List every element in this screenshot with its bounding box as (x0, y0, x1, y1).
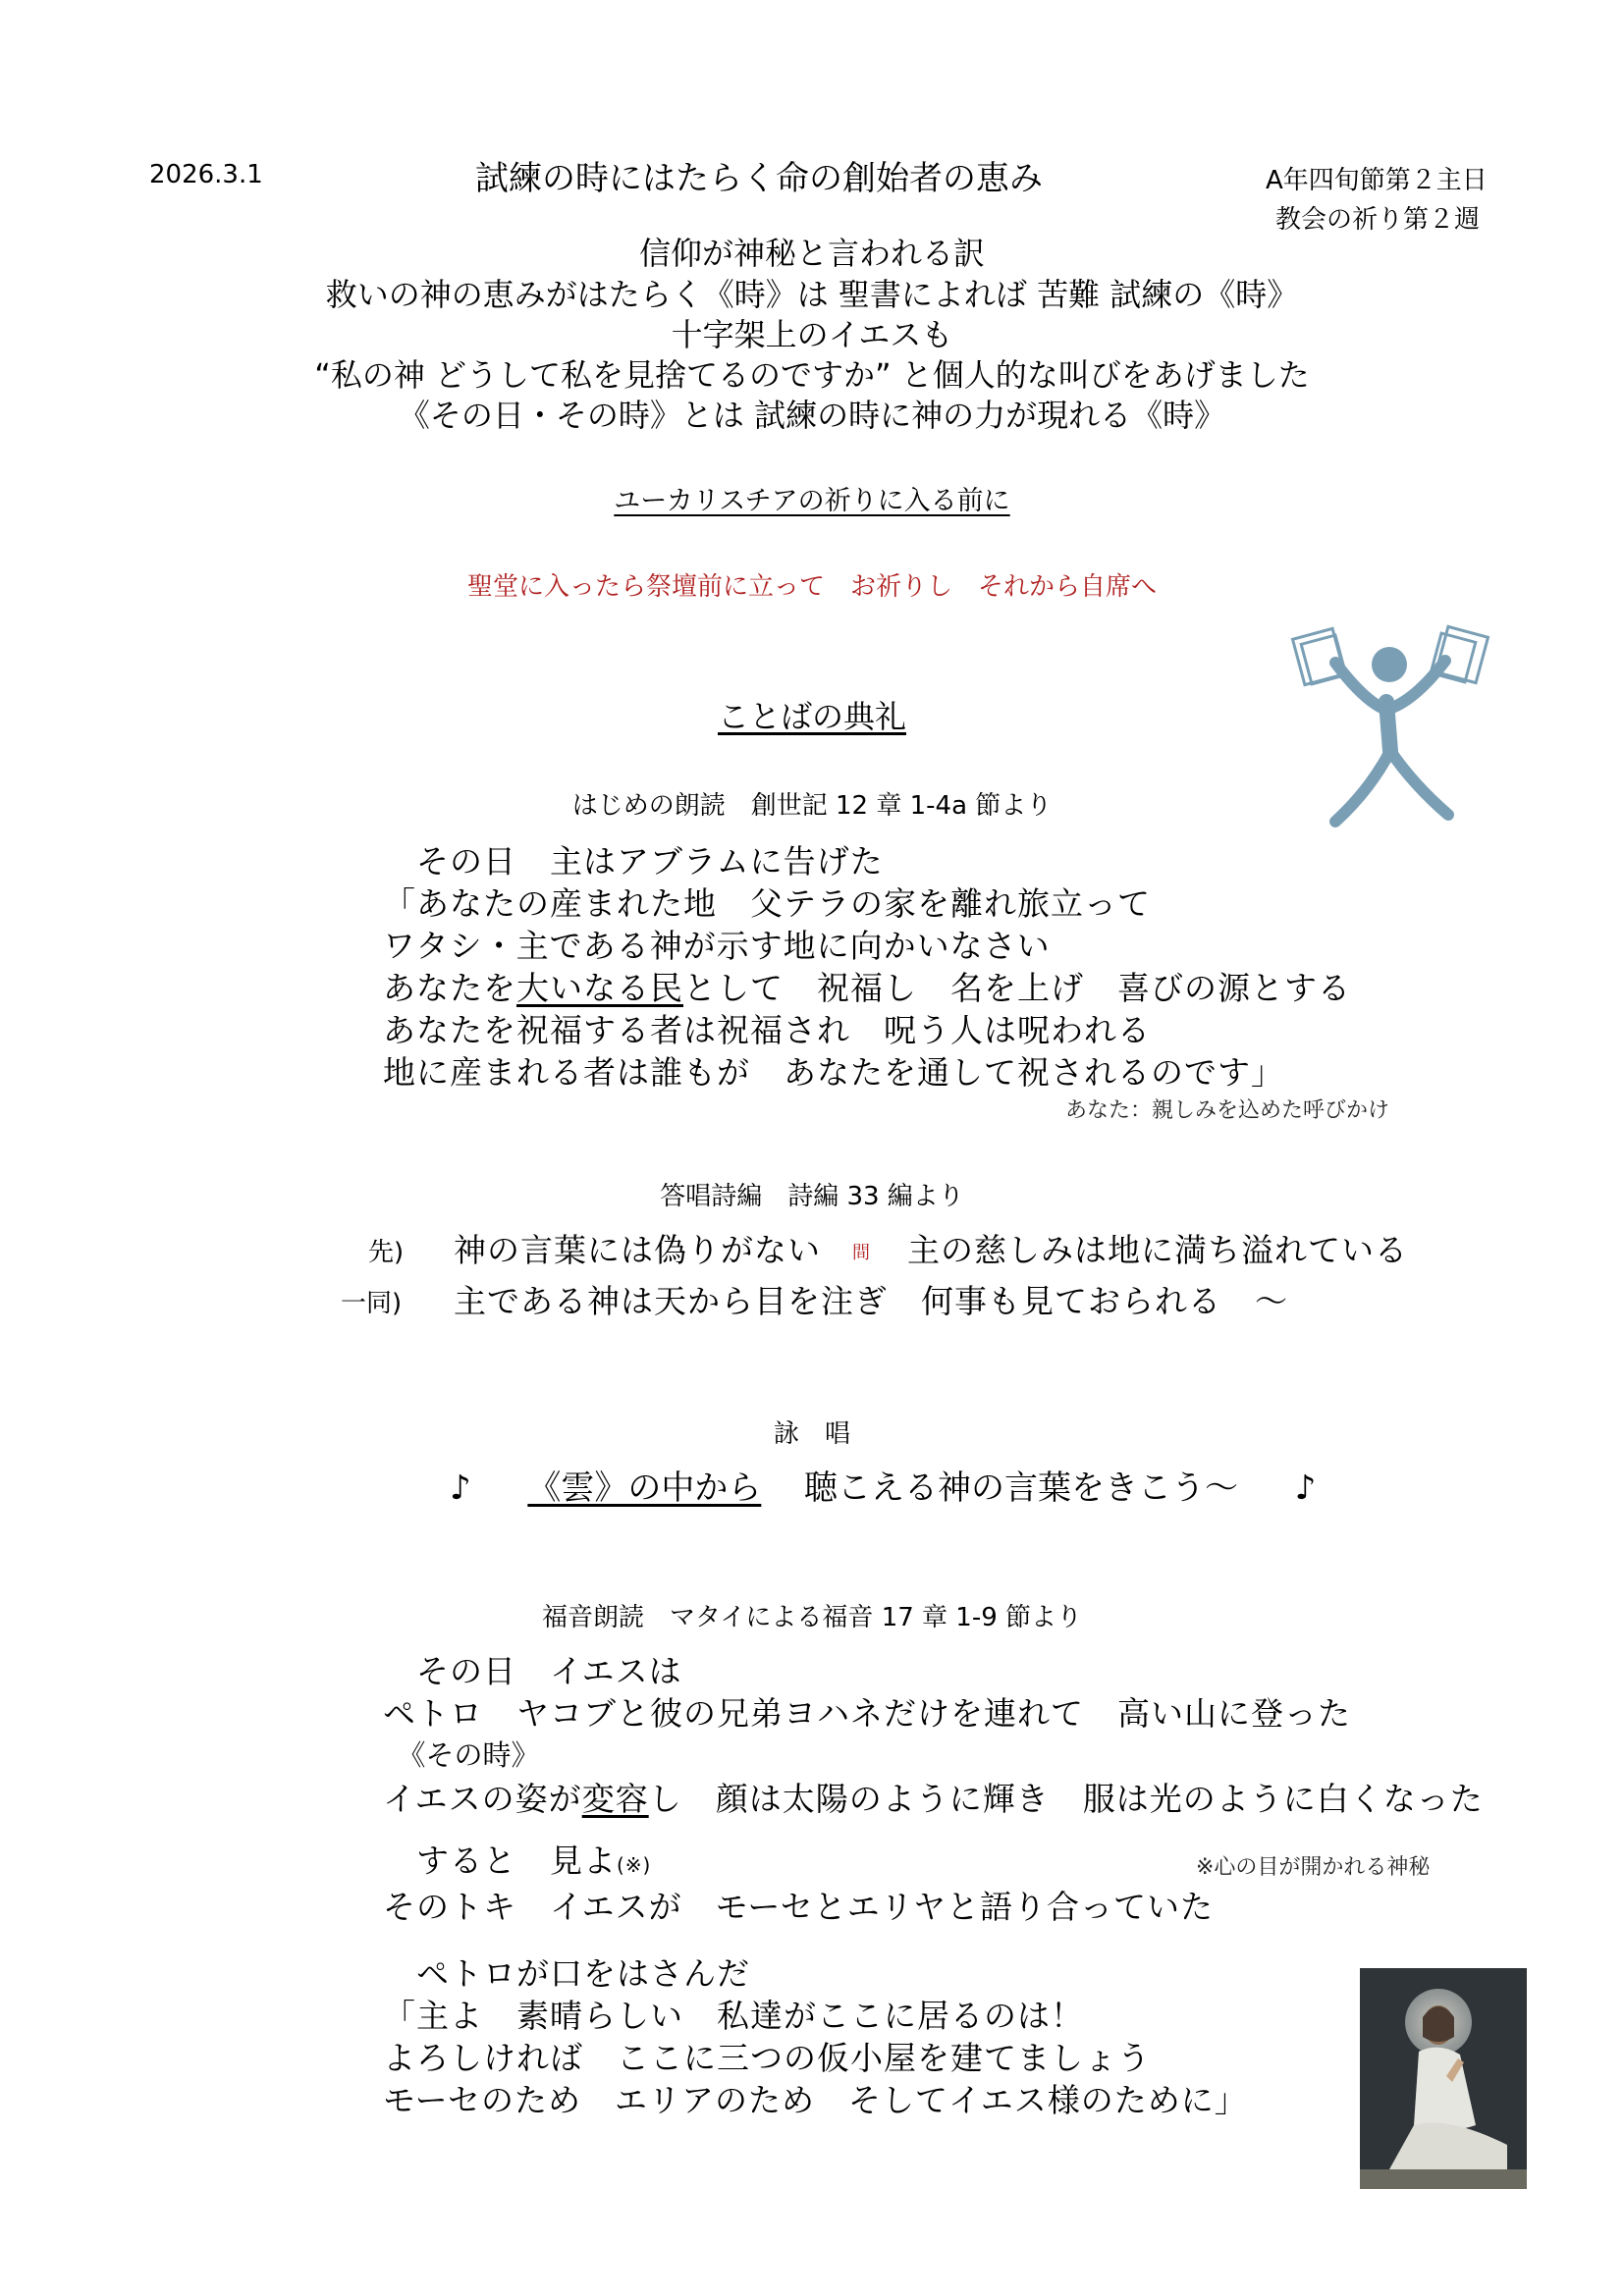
psalm-leader-text: 神の言葉には偽りがない (454, 1231, 821, 1269)
music-note-icon: ♪ (1294, 1468, 1317, 1508)
gospel-heading: 福音朗読 マタイによる福音 17 章 1-9 節より (541, 1603, 1083, 1632)
psalm-heading: 答唱詩編 詩編 33 編より (660, 1182, 964, 1211)
acclamation-heading: 詠 唱 (773, 1419, 850, 1449)
gospel-footnote: ※心の目が開かれる神秘 (1196, 1855, 1431, 1880)
psalm-leader-text-2: 主の慈しみは地に満ち溢れている (907, 1231, 1408, 1269)
footnote-mark: (※) (617, 1853, 652, 1877)
praying-figure-icon (1360, 1968, 1527, 2189)
gospel-line-with-emphasis (383, 1774, 1484, 1820)
acclamation-cloud: 《雲》の中から (527, 1468, 762, 1508)
gospel-line: モーセのため エリアのため そしてイエス様のために」 (383, 2081, 1248, 2119)
psalm-leader-label: 先) (368, 1238, 405, 1267)
gospel-text: すると 見よ (383, 1842, 617, 1880)
gospel-line: 《その時》 (383, 1738, 540, 1772)
gospel-text: し 顔は太陽のように輝き 服は光のように白くなった (648, 1780, 1484, 1818)
acclamation-text: 聴こえる神の言葉をきこう～ (803, 1468, 1238, 1508)
gospel-line: 「主よ 素晴らしい 私達がここに居るのは！ (383, 1997, 1084, 2035)
psalm-all-label: 一同) (341, 1289, 403, 1318)
gospel-line: よろしければ ここに三つの仮小屋を建てましょう (383, 2039, 1151, 2077)
first-reading-heading: はじめの朗読 創世記 12 章 1-4a 節より (571, 791, 1053, 821)
jesus-illustration (1360, 1968, 1527, 2189)
liturgical-day: A年四旬節第２主日 (1266, 166, 1488, 195)
reading-line: その日 主はアブラムに告げた (383, 842, 884, 881)
gospel-text: イエスの姿が (383, 1780, 582, 1818)
gospel-line: ペトロ ヤコブと彼の兄弟ヨハネだけを連れて 高い山に登った (383, 1694, 1351, 1733)
emphasis-transfiguration: 変容 (581, 1780, 649, 1818)
intro-line: 救いの神の恵みがはたらく《時》は 聖書によれば 苦難 試練の《時》 (325, 276, 1299, 313)
prayer-week: 教会の祈り第２週 (1275, 205, 1481, 235)
reading-line: 地に産まれる者は誰もが あなたを通して祝されるのです」 (383, 1053, 1284, 1092)
acclamation-line (450, 1461, 1316, 1509)
reading-line-with-emphasis (383, 963, 1351, 1009)
eucharist-instruction: 聖堂に入ったら祭壇前に立って お祈りし それから自席へ (466, 572, 1157, 602)
gospel-line: その日 イエスは (383, 1652, 682, 1690)
emphasis-great-nation: 大いなる民 (516, 969, 683, 1007)
page-title: 試練の時にはたらく命の創始者の恵み (475, 159, 1043, 198)
header-date: 2026.3.1 (149, 160, 263, 189)
gospel-line: ペトロが口をはさんだ (383, 1954, 750, 1993)
word-liturgy-heading: ことばの典礼 (717, 698, 906, 735)
intro-line: 信仰が神秘と言われる訳 (638, 235, 985, 272)
psalm-all-text: 主である神は天から目を注ぎ 何事も見ておられる ～ (454, 1282, 1288, 1320)
gospel-line (383, 1836, 651, 1882)
intro-line: 《その日・その時》とは 試練の時に神の力が現れる《時》 (398, 397, 1226, 434)
reading-line: あなたを祝福する者は祝福され 呪う人は呪われる (383, 1011, 1151, 1049)
intro-line: “私の神 どうして私を見捨てるのですか” と個人的な叫びをあげました (314, 356, 1310, 394)
reading-text: として 祝福し 名を上げ 喜びの源とする (683, 969, 1351, 1007)
eucharist-heading: ユーカリスチアの祈りに入る前に (614, 486, 1010, 516)
reading-line: ワタシ・主である神が示す地に向かいなさい (383, 927, 1051, 965)
intro-line: 十字架上のイエスも (671, 316, 953, 353)
psalm-pause-mark: 間 (852, 1243, 870, 1263)
reading-line: 「あなたの産まれた地 父テラの家を離れ旅立って (383, 884, 1151, 923)
reading-note: あなた：親しみを込めた呼びかけ (1065, 1098, 1390, 1123)
reading-text: あなたを (383, 969, 516, 1007)
music-note-icon: ♪ (450, 1468, 471, 1508)
gospel-line: そのトキ イエスが モーセとエリヤと語り合っていた (383, 1888, 1215, 1926)
